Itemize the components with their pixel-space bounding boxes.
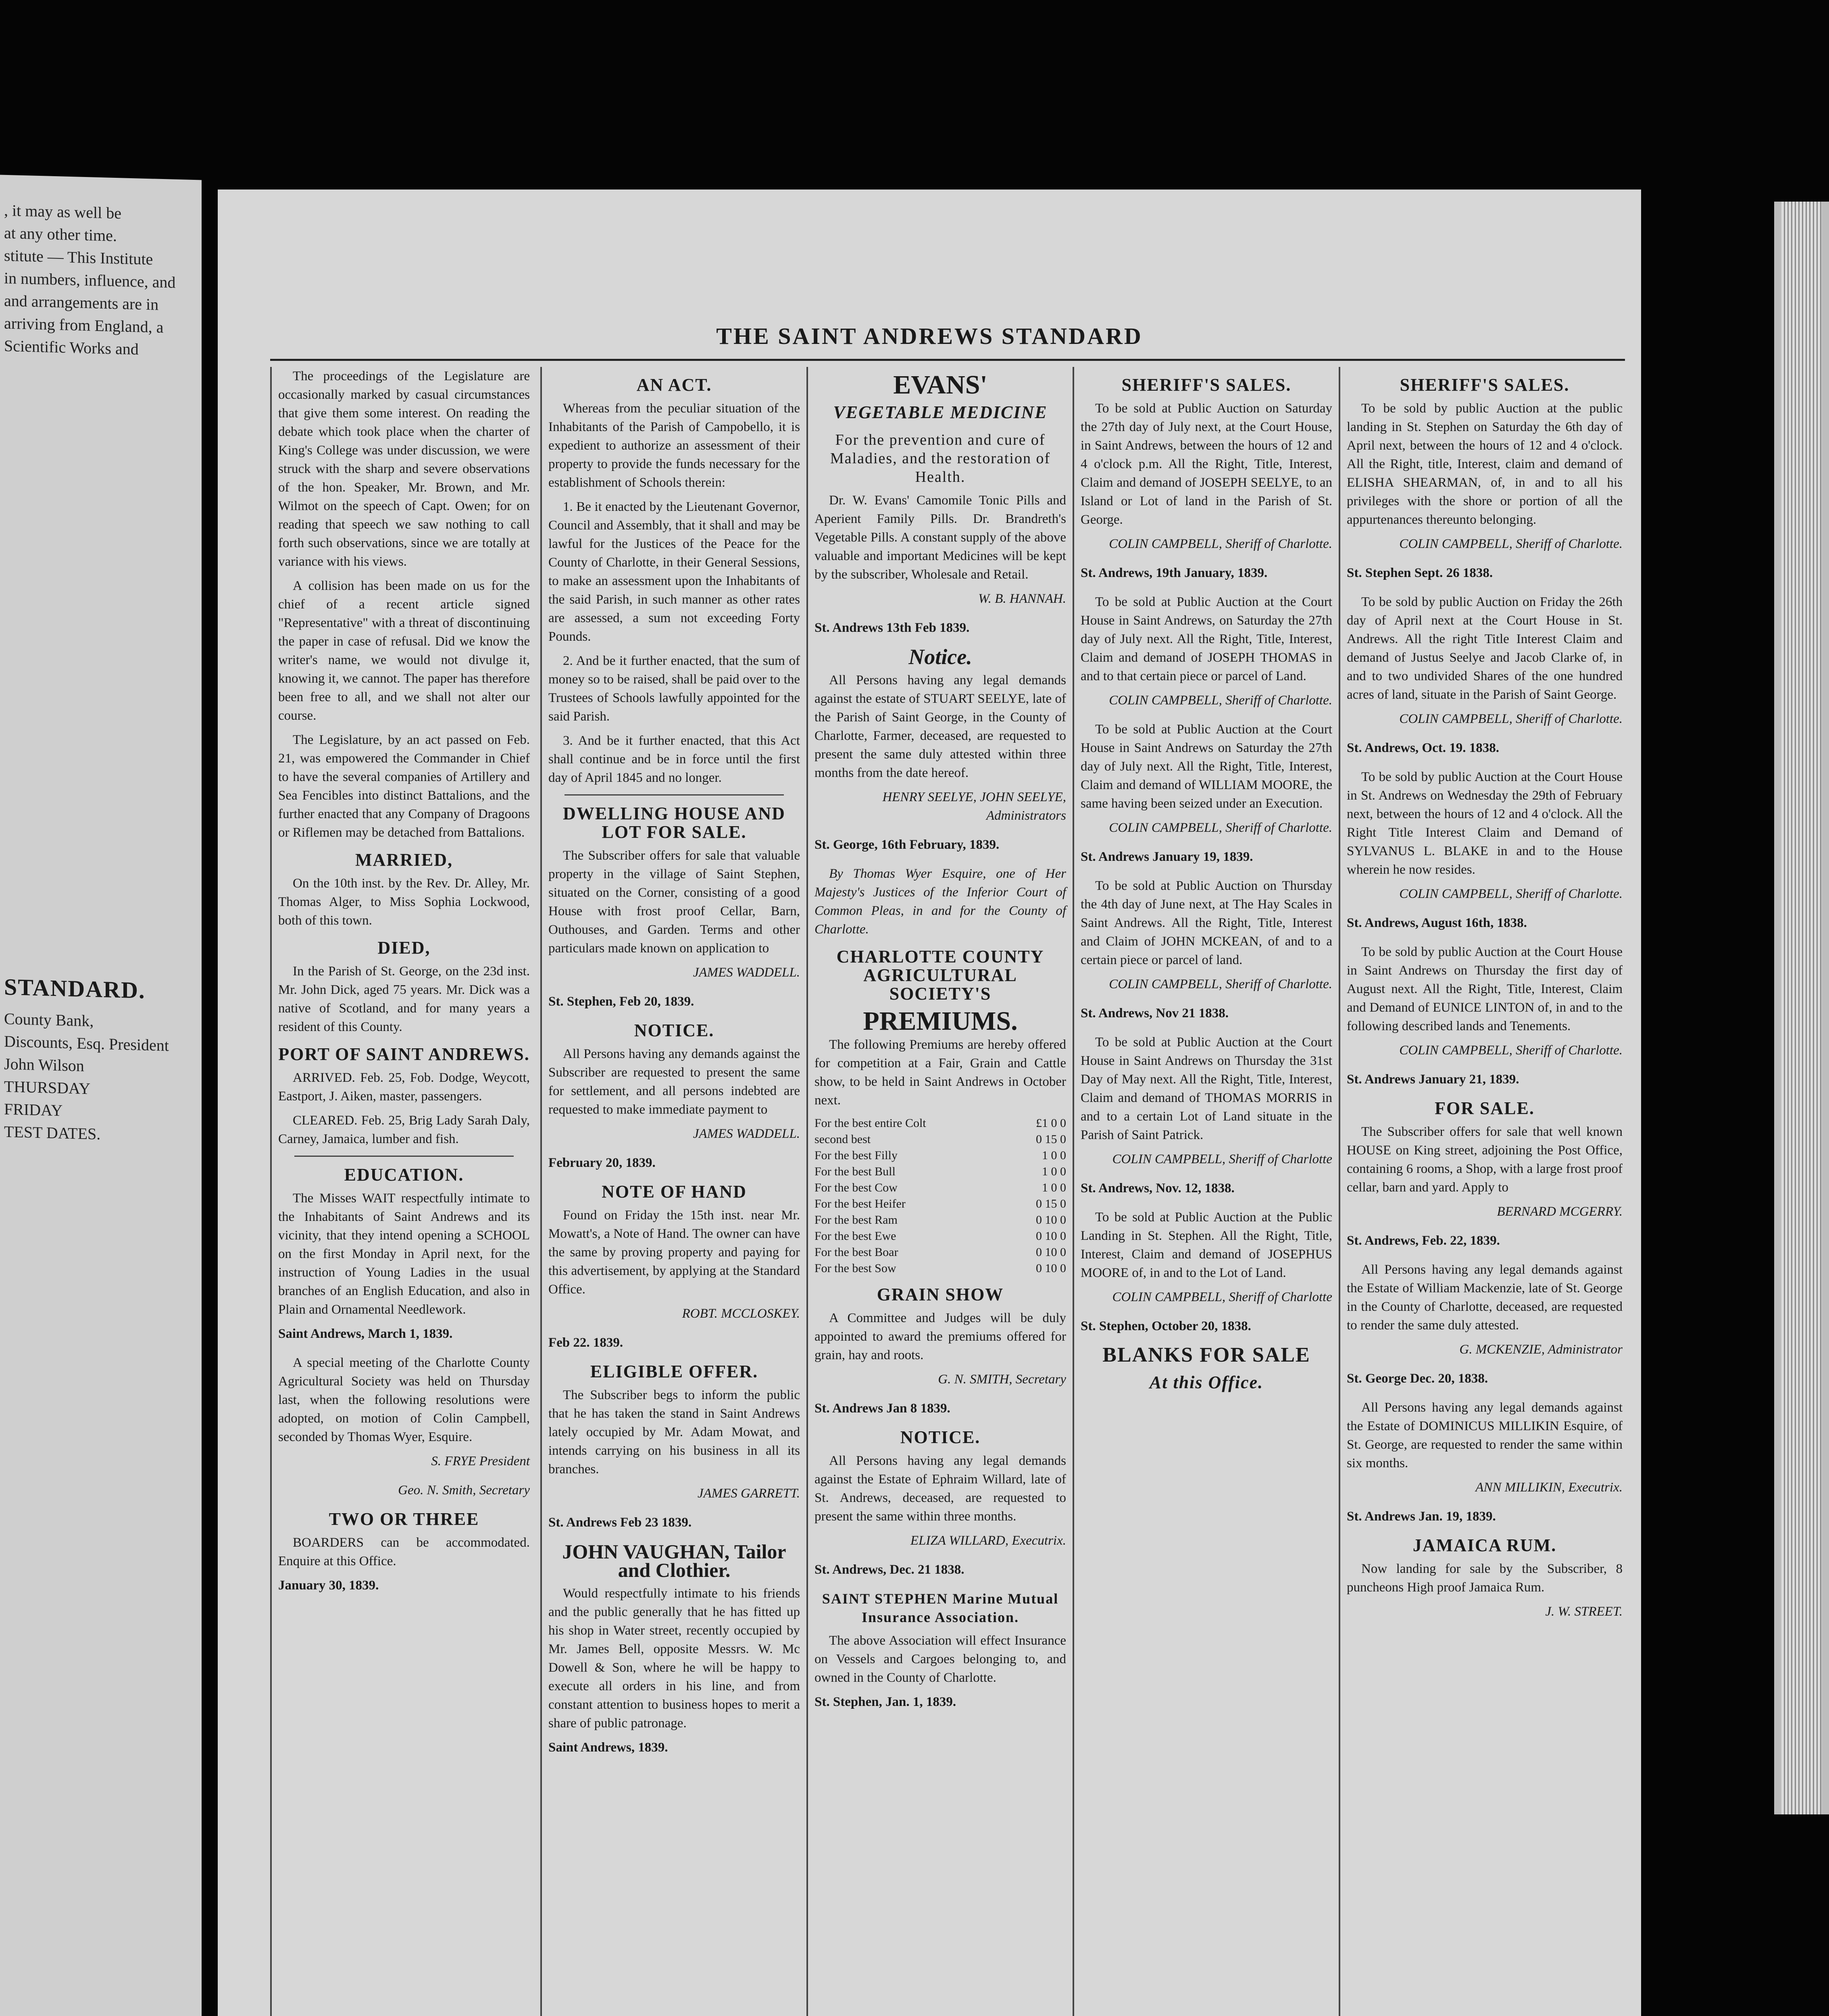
sale-signature: COLIN CAMPBELL, Sheriff of Charlotte. bbox=[1109, 693, 1332, 708]
sale-text: To be sold by public Auction at the public landing in St. Stephen on Saturday the 6th day of April next, between the hours of 12 and 4 o'clock. All the Right, title, Interest, claim and demand of ELISHA SHEARMAN, of, in and to all his privileges with the shore or portion of all the appurtenances thereunto belonging. bbox=[1347, 401, 1623, 527]
rum-text: Now landing for sale by the Subscriber, 8 puncheons High proof Jamaica Rum. bbox=[1347, 1562, 1623, 1595]
evans-subheading: VEGETABLE MEDICINE bbox=[833, 402, 1048, 422]
education-heading: EDUCATION. bbox=[344, 1165, 464, 1185]
insurance-text: The above Association will effect Insurance on Vessels and Cargoes belonging to, and owned in the County of Charlotte. bbox=[815, 1633, 1066, 1685]
vaughan-heading: JOHN VAUGHAN, Tailor and Clothier. bbox=[562, 1540, 786, 1581]
premium-label: For the best Sow bbox=[815, 1262, 896, 1275]
note-of-hand-heading: NOTE OF HAND bbox=[602, 1182, 747, 1202]
sale-signature: COLIN CAMPBELL, Sheriff of Charlotte. bbox=[1399, 537, 1623, 551]
sale-signature: COLIN CAMPBELL, Sheriff of Charlotte. bbox=[1399, 712, 1623, 726]
sheriffs-sales-heading: SHERIFF'S SALES. bbox=[1121, 375, 1292, 395]
sale-date: St. Stephen Sept. 26 1838. bbox=[1347, 566, 1493, 580]
evans-signature: W. B. HANNAH. bbox=[978, 591, 1066, 606]
for-sale-heading: FOR SALE. bbox=[1435, 1098, 1535, 1118]
premium-row bbox=[815, 1164, 1066, 1180]
premium-label: For the best entire Colt bbox=[815, 1116, 926, 1130]
premium-row bbox=[815, 1148, 1066, 1164]
premium-value: 0 10 0 bbox=[1036, 1213, 1066, 1227]
notice2-text: All Persons having any legal demands against the Estate of Ephraim Willard, late of St. Andrews, deceased, are requested to present the same within three months. bbox=[815, 1454, 1066, 1524]
premium-value: 1 0 0 bbox=[1042, 1181, 1066, 1194]
died-notice: In the Parish of St. George, on the 23d inst. Mr. John Dick, aged 75 years. Mr. Dick was a native of Scotland, and for many years a resident of this County. bbox=[278, 964, 530, 1034]
sale-date: St. Andrews, Nov. 12, 1838. bbox=[1081, 1181, 1235, 1195]
premium-row bbox=[815, 1131, 1066, 1148]
premium-label: For the best Cow bbox=[815, 1181, 898, 1194]
premium-row bbox=[815, 1115, 1066, 1131]
separator bbox=[565, 794, 784, 796]
education-date: Saint Andrews, March 1, 1839. bbox=[278, 1327, 453, 1341]
notice-heading: Notice. bbox=[908, 645, 972, 669]
legal-notice: By Thomas Wyer Esquire, one of Her Majesty's Justices of the Inferior Court of Common Pleas, in and for the County of Charlotte. bbox=[815, 866, 1066, 937]
act-paragraph: 1. Be it enacted by the Lieutenant Governor, Council and Assembly, that it shall and may be lawful for the Justices of the Peace for the County of Charlotte, in their General Sessions, to make an assessment upon the Inhabitants of the said Parish, in such manner as other rates are assessed, a sum not exceeding Forty Pounds. bbox=[548, 500, 800, 644]
prev-line: John Wilson bbox=[4, 1054, 84, 1075]
sale-signature: COLIN CAMPBELL, Sheriff of Charlotte bbox=[1112, 1152, 1332, 1166]
prev-line: Discounts, Esq. President bbox=[4, 1032, 169, 1055]
sale-signature: COLIN CAMPBELL, Sheriff of Charlotte. bbox=[1399, 1043, 1623, 1058]
premium-row bbox=[815, 1244, 1066, 1260]
prev-line: , it may as well be bbox=[4, 201, 122, 223]
died-heading: DIED, bbox=[377, 938, 431, 958]
premium-label: For the best Ram bbox=[815, 1213, 898, 1227]
article-paragraph: The proceedings of the Legislature are occasionally marked by casual circumstances that give them some interest. On reading the debate which took place when the charter of King's College was under discussion, we were struck with the sharp and severe observations of the hon. Speaker, Mr. Brown, and Mr. Wilmot on the speech of Capt. Owen; for on reading that speech we saw nothing to call forth such observations, since we are totally at variance with his views. bbox=[278, 369, 530, 569]
society-president: S. FRYE President bbox=[431, 1454, 530, 1468]
prev-line: in numbers, influence, and bbox=[4, 269, 176, 292]
estate-date: St. George Dec. 20, 1838. bbox=[1347, 1371, 1488, 1386]
for-sale-text: The Subscriber offers for sale that well known HOUSE on King street, adjoining the Post Office, containing 6 rooms, a Shop, with a large frost proof cellar, barn and yard. Apply to bbox=[1347, 1125, 1623, 1195]
estate-notice: All Persons having any legal demands against the Estate of William Mackenzie, late of St. George in the County of Charlotte, deceased, are requested to render the same duly attested. bbox=[1347, 1262, 1623, 1333]
for-sale-date: St. Andrews, Feb. 22, 1839. bbox=[1347, 1233, 1500, 1248]
sale-text: To be sold at Public Auction at the Court House in Saint Andrews on Saturday the 27th day of July next. All the Right, Title, Interest, Claim and demand of WILLIAM MOORE, the same having been seized under an Execution. bbox=[1081, 722, 1332, 811]
stacked-page-edges bbox=[1781, 202, 1822, 1814]
newspaper-page bbox=[218, 190, 1641, 2016]
grain-text: A Committee and Judges will be duly appointed to award the premiums offered for grain, hay and roots. bbox=[815, 1311, 1066, 1362]
dwelling-date: St. Stephen, Feb 20, 1839. bbox=[548, 994, 694, 1009]
sale-text: To be sold by public Auction at the Court House in Saint Andrews on Thursday the first day of August next. All the Right, Title, Interest, Claim and Demand of EUNICE LINTON of, in and to the following described lands and Tenements. bbox=[1347, 945, 1623, 1033]
act-paragraph: Whereas from the peculiar situation of the Inhabitants of the Parish of Campobello, it is expedient to authorize an assessment of their property to provide the funds necessary for the establishment of Schools therein: bbox=[548, 401, 800, 490]
for-sale-signature: BERNARD MCGERRY. bbox=[1497, 1204, 1623, 1219]
eligible-offer-date: St. Andrews Feb 23 1839. bbox=[548, 1515, 692, 1530]
estate-notice: All Persons having any legal demands against the Estate of DOMINICUS MILLIKIN Esquire, of St. George, are requested to render the same within six months. bbox=[1347, 1400, 1623, 1470]
prev-line: stitute — This Institute bbox=[4, 246, 153, 269]
prev-line: County Bank, bbox=[4, 1009, 94, 1030]
boarders-date: January 30, 1839. bbox=[278, 1578, 379, 1593]
notice-date: February 20, 1839. bbox=[548, 1156, 656, 1170]
prev-line: at any other time. bbox=[4, 223, 117, 245]
premium-label: For the best Bull bbox=[815, 1165, 896, 1178]
grain-heading: GRAIN SHOW bbox=[877, 1285, 1004, 1304]
sale-text: To be sold by public Auction on Friday the 26th day of April next at the Court House in St. Andrews. All the right Title Interest Claim and demand of Justus Seelye and Jacob Clarke of, in and to two undivided Shares of the one hundred acres of land, situate in the Parish of Saint George. bbox=[1347, 595, 1623, 702]
premium-label: second best bbox=[815, 1133, 871, 1146]
sale-text: To be sold at Public Auction on Thursday the 4th day of June next, at The Hay Scales in Saint Andrews. All the Right, Title, Interest and Claim of JOHN MCKEAN, of and to a certain piece or parcel of land. bbox=[1081, 879, 1332, 967]
notice2-heading: NOTICE. bbox=[900, 1427, 981, 1447]
sale-signature: COLIN CAMPBELL, Sheriff of Charlotte bbox=[1112, 1290, 1332, 1304]
notice-text: All Persons having any legal demands against the estate of STUART SEELYE, late of the Parish of Saint George, in the County of Charlotte, Farmer, deceased, are requested to present the same duly attested within three months from the date hereof. bbox=[815, 673, 1066, 780]
insurance-date: St. Stephen, Jan. 1, 1839. bbox=[815, 1695, 956, 1709]
dwelling-ad: The Subscriber offers for sale that valuable property in the village of Saint Stephen, situated on the Corner, consisting of a good House with frost proof Cellar, Barn, Outhouses, and Garden. Terms and other particulars made known on application to bbox=[548, 848, 800, 956]
sale-signature: COLIN CAMPBELL, Sheriff of Charlotte. bbox=[1399, 887, 1623, 901]
prev-line: arriving from England, a bbox=[4, 314, 164, 337]
sale-date: St. Stephen, October 20, 1838. bbox=[1081, 1319, 1251, 1333]
evans-tagline: For the prevention and cure of Maladies, and the restoration of Health. bbox=[830, 431, 1051, 485]
arrived-list: ARRIVED. Feb. 25, Fob. Dodge, Weycott, Eastport, J. Aiken, master, passengers. bbox=[278, 1070, 530, 1104]
insurance-heading: SAINT STEPHEN Marine Mutual Insurance Association. bbox=[822, 1591, 1059, 1625]
evans-heading: EVANS' bbox=[893, 370, 987, 400]
premium-label: For the best Ewe bbox=[815, 1229, 896, 1243]
prev-line: Scientific Works and bbox=[4, 336, 139, 358]
premium-row bbox=[815, 1196, 1066, 1212]
article-paragraph: A collision has been made on us for the chief of a recent article signed "Representative" with a threat of discontinuing the paper in case of refusal. Did we know the writer's name, we would not divulge it, knowing it, we cannot. The paper has therefore been free to all, and we shall not alter our course. bbox=[278, 579, 530, 723]
notice-signature: JAMES WADDELL. bbox=[693, 1127, 800, 1141]
sale-signature: COLIN CAMPBELL, Sheriff of Charlotte. bbox=[1109, 537, 1332, 551]
society-secretary: Geo. N. Smith, Secretary bbox=[398, 1483, 530, 1497]
grain-date: St. Andrews Jan 8 1839. bbox=[815, 1401, 950, 1416]
premium-label: For the best Filly bbox=[815, 1149, 898, 1162]
act-paragraph: 3. And be it further enacted, that this Act shall continue and be in force until the first day of April 1845 and no longer. bbox=[548, 733, 800, 785]
port-heading: PORT OF SAINT ANDREWS. bbox=[278, 1044, 530, 1064]
dwelling-heading: DWELLING HOUSE AND LOT FOR SALE. bbox=[563, 804, 785, 842]
married-heading: MARRIED, bbox=[355, 850, 453, 870]
sale-text: To be sold at Public Auction on Saturday the 27th day of July next, at the Court House, in Saint Andrews, between the hours of 12 and 4 o'clock p.m. All the Right, Title, Interest, Claim and demand of JOSEPH SEELYE, to an Island or Lot of land in the Parish of St. George. bbox=[1081, 401, 1332, 527]
education-ad: The Misses WAIT respectfully intimate to the Inhabitants of Saint Andrews and its vicinity, that they intend opening a SCHOOL on the first Monday in April next, for the instruction of Young Ladies in the usual branches of an English Education, and also in Plain and Ornamental Needlework. bbox=[278, 1191, 530, 1317]
notice-text: All Persons having any demands against the Subscriber are requested to present the same for settlement, and all persons indebted are requested to make immediate payment to bbox=[548, 1047, 800, 1117]
separator bbox=[294, 1156, 514, 1157]
notice2-date: St. Andrews, Dec. 21 1838. bbox=[815, 1562, 964, 1577]
prev-line: TEST DATES. bbox=[4, 1122, 101, 1143]
sale-date: St. Andrews, Nov 21 1838. bbox=[1081, 1006, 1229, 1020]
column-4 bbox=[1073, 367, 1339, 2016]
society-heading: CHARLOTTE COUNTY AGRICULTURAL SOCIETY'S bbox=[836, 947, 1044, 1004]
sale-signature: COLIN CAMPBELL, Sheriff of Charlotte. bbox=[1109, 977, 1332, 991]
notice2-signature: ELIZA WILLARD, Executrix. bbox=[910, 1533, 1066, 1548]
previous-page-fragment bbox=[0, 175, 202, 2016]
act-paragraph: 2. And be it further enacted, that the sum of money so to be raised, shall be paid over to the Trustees of Schools lawfully appointed for the said Parish. bbox=[548, 654, 800, 724]
blanks-heading: BLANKS FOR SALE bbox=[1102, 1343, 1310, 1366]
grain-signature: G. N. SMITH, Secretary bbox=[938, 1372, 1066, 1387]
notice-signature: HENRY SEELYE, JOHN SEELYE, Administrators bbox=[882, 790, 1066, 823]
premium-value: 1 0 0 bbox=[1042, 1165, 1066, 1178]
sale-date: St. Andrews January 21, 1839. bbox=[1347, 1072, 1519, 1087]
sale-text: To be sold by public Auction at the Court House in St. Andrews on Wednesday the 29th of February next, between the hours of 12 and 4 o'clock. All the Right Title Interest Claim and Demand of SYLVANUS L. BLAKE in and to the House wherein he now resides. bbox=[1347, 770, 1623, 877]
prev-line: and arrangements are in bbox=[4, 291, 159, 314]
note-of-hand-date: Feb 22. 1839. bbox=[548, 1335, 623, 1350]
premium-label: For the best Heifer bbox=[815, 1197, 906, 1210]
eligible-offer-heading: ELIGIBLE OFFER. bbox=[590, 1362, 758, 1381]
column-3 bbox=[806, 367, 1073, 2016]
sale-signature: COLIN CAMPBELL, Sheriff of Charlotte. bbox=[1109, 821, 1332, 835]
prev-heading: STANDARD. bbox=[4, 973, 146, 1004]
estate-signature: G. MCKENZIE, Administrator bbox=[1459, 1342, 1623, 1357]
rum-signature: J. W. STREET. bbox=[1545, 1604, 1623, 1619]
sale-text: To be sold at Public Auction at the Court House in Saint Andrews, on Saturday the 27th day of July next. All the Right, Title, Interest, Claim and demand of JOSEPH THOMAS in and to that certain piece or parcel of Land. bbox=[1081, 595, 1332, 683]
boarders-ad: BOARDERS can be accommodated. Enquire at this Office. bbox=[278, 1535, 530, 1568]
evans-date: St. Andrews 13th Feb 1839. bbox=[815, 621, 970, 635]
premium-value: 0 10 0 bbox=[1036, 1262, 1066, 1275]
column-2 bbox=[540, 367, 806, 2016]
masthead-rule bbox=[270, 359, 1625, 361]
notice-heading: NOTICE. bbox=[634, 1020, 715, 1040]
column-1 bbox=[270, 367, 536, 2016]
boarders-heading: TWO OR THREE bbox=[329, 1509, 479, 1529]
vaughan-date: Saint Andrews, 1839. bbox=[548, 1740, 668, 1755]
vaughan-ad: Would respectfully intimate to his friends and the public generally that he has fitted up his shop in Water street, recently occupied by Mr. James Bell, opposite Messrs. W. Mc Dowell & Son, where he will be happy to execute all orders in his line, and from constant attention to business hopes to merit a share of public patronage. bbox=[548, 1586, 800, 1731]
rum-heading: JAMAICA RUM. bbox=[1412, 1535, 1557, 1555]
premium-row bbox=[815, 1212, 1066, 1228]
premium-value: 0 15 0 bbox=[1036, 1133, 1066, 1146]
sale-date: St. Andrews January 19, 1839. bbox=[1081, 850, 1253, 864]
notice-date: St. George, 16th February, 1839. bbox=[815, 837, 1000, 852]
premium-row bbox=[815, 1228, 1066, 1244]
premium-row bbox=[815, 1260, 1066, 1277]
dwelling-signature: JAMES WADDELL. bbox=[693, 965, 800, 980]
premium-value: 0 10 0 bbox=[1036, 1245, 1066, 1259]
act-heading: AN ACT. bbox=[636, 375, 712, 395]
prev-line: THURSDAY bbox=[4, 1077, 91, 1098]
society-notice: A special meeting of the Charlotte County Agricultural Society was held on Thursday last, when the following resolutions were adopted, on motion of Colin Campbell, seconded by Thomas Wyer, Esquire. bbox=[278, 1356, 530, 1444]
sale-text: To be sold at Public Auction at the Public Landing in St. Stephen. All the Right, Title, Interest, Claim and demand of JOSEPHUS MOORE of, in and to the Lot of Land. bbox=[1081, 1210, 1332, 1280]
sale-date: St. Andrews, August 16th, 1838. bbox=[1347, 916, 1527, 930]
prev-line: FRIDAY bbox=[4, 1100, 63, 1120]
married-notice: On the 10th inst. by the Rev. Dr. Alley, Mr. Thomas Alger, to Miss Sophia Lockwood, both of this town. bbox=[278, 876, 530, 928]
premium-value: £1 0 0 bbox=[1036, 1116, 1066, 1130]
sale-date: St. Andrews, Oct. 19. 1838. bbox=[1347, 741, 1499, 755]
estate-signature: ANN MILLIKIN, Executrix. bbox=[1475, 1480, 1623, 1495]
eligible-offer-signature: JAMES GARRETT. bbox=[697, 1486, 800, 1501]
estate-date: St. Andrews Jan. 19, 1839. bbox=[1347, 1509, 1496, 1524]
column-5 bbox=[1339, 367, 1629, 2016]
premium-value: 0 15 0 bbox=[1036, 1197, 1066, 1210]
premium-row bbox=[815, 1180, 1066, 1196]
article-paragraph: The Legislature, by an act passed on Feb. 21, was empowered the Commander in Chief to have the several companies of Artillery and Sea Fencibles into distinct Battalions, and the further enacted that any Company of Dragoons or Riflemen may be detached from Battalions. bbox=[278, 733, 530, 840]
sale-text: To be sold at Public Auction at the Court House in Saint Andrews on Thursday the 31st Day of May next. All the Right, Title, Interest, Claim and demand of THOMAS MORRIS in and to a certain Lot of Land situate in the Parish of Saint Patrick. bbox=[1081, 1035, 1332, 1142]
premium-value: 1 0 0 bbox=[1042, 1149, 1066, 1162]
blanks-sub: At this Office. bbox=[1149, 1372, 1264, 1392]
premium-value: 0 10 0 bbox=[1036, 1229, 1066, 1243]
note-of-hand-signature: ROBT. MCCLOSKEY. bbox=[682, 1306, 800, 1321]
sale-date: St. Andrews, 19th January, 1839. bbox=[1081, 566, 1268, 580]
sheriffs-sales-heading: SHERIFF'S SALES. bbox=[1400, 375, 1570, 395]
cleared-list: CLEARED. Feb. 25, Brig Lady Sarah Daly, Carney, Jamaica, lumber and fish. bbox=[278, 1113, 530, 1146]
premium-label: For the best Boar bbox=[815, 1245, 898, 1259]
note-of-hand-text: Found on Friday the 15th inst. near Mr. Mowatt's, a Note of Hand. The owner can have the same by proving property and paying for this advertisement, by applying at the Standard Office. bbox=[548, 1208, 800, 1297]
evans-text: Dr. W. Evans' Camomile Tonic Pills and Aperient Family Pills. Dr. Brandreth's Vegetable Pills. A constant supply of the above valuable and important Medicines will be kept by the subscriber, Wholesale and Retail. bbox=[815, 493, 1066, 582]
masthead: THE SAINT ANDREWS STANDARD bbox=[716, 323, 1143, 349]
premiums-intro: The following Premiums are hereby offered for competition at a Fair, Grain and Cattle show, to be held in Saint Andrews in October next. bbox=[815, 1037, 1066, 1108]
eligible-offer-text: The Subscriber begs to inform the public that he has taken the stand in Saint Andrews lately occupied by Mr. Adam Mowat, and intends carrying on his business in all its branches. bbox=[548, 1388, 800, 1477]
premiums-heading: PREMIUMS. bbox=[863, 1006, 1018, 1036]
